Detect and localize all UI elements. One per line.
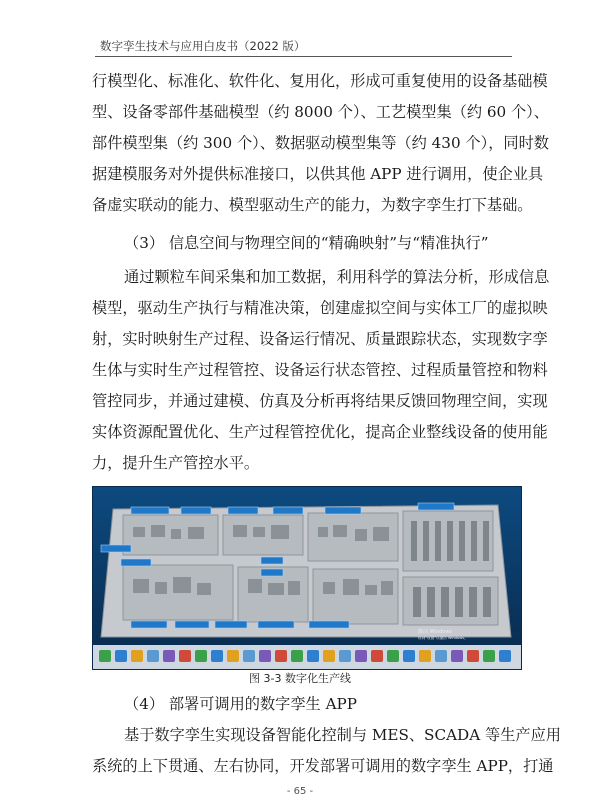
toolbar-icon: [243, 650, 255, 662]
toolbar-icon: [227, 650, 239, 662]
toolbar-icon: [163, 650, 175, 662]
paragraph-line: 实体资源配置优化、生产过程管控优化，提高企业整线设备的使用能: [92, 423, 548, 441]
digital-production-line-figure: [92, 486, 522, 670]
watermark-text-1: 激活 Windows: [418, 629, 452, 635]
toolbar-icon: [355, 650, 367, 662]
watermark-text-2: 转到“设置”以激活 Windows。: [418, 636, 468, 640]
paragraph-line: 型、设备零部件基础模型（约 8000 个）、工艺模型集（约 60 个）、: [92, 103, 549, 121]
paragraph-line: 备虚实联动的能力、模型驱动生产的能力，为数字孪生打下基础。: [92, 196, 533, 214]
toolbar-icon: [131, 650, 143, 662]
toolbar-icon: [467, 650, 479, 662]
paragraph-line: 系统的上下贯通、左右协同，开发部署可调用的数字孪生 APP，打通: [92, 757, 554, 775]
toolbar-icon: [499, 650, 511, 662]
paragraph-line: 管控同步，并通过建模、仿真及分析再将结果反馈回物理空间，实现: [92, 392, 548, 410]
paragraph-1: [92, 66, 549, 221]
paragraph-line: 生体与实时生产过程管控、设备运行状态管控、过程质量管控和物料: [92, 361, 548, 379]
toolbar-icon: [371, 650, 383, 662]
paragraph-line: 行模型化、标准化、软件化、复用化，形成可重复使用的设备基础模: [92, 72, 548, 90]
toolbar-icon: [291, 650, 303, 662]
running-header: 数字孪生技术与应用白皮书（2022 版）: [100, 39, 306, 53]
paragraph-line: 据建模服务对外提供标准接口，以供其他 APP 进行调用，使企业具: [92, 165, 544, 183]
paragraph-2: [92, 262, 550, 479]
toolbar-icon: [483, 650, 495, 662]
factory-scene: [93, 487, 521, 669]
paragraph-3: [92, 720, 561, 782]
toolbar-icon: [147, 650, 159, 662]
page-number: - 65 -: [286, 786, 314, 797]
toolbar-icon: [99, 650, 111, 662]
paragraph-line: 通过颗粒车间采集和加工数据，利用科学的算法分析，形成信息: [124, 268, 550, 286]
paragraph-line: 部件模型集（约 300 个）、数据驱动模型集等（约 430 个），同时数: [92, 134, 549, 152]
toolbar-icon: [339, 650, 351, 662]
paragraph-line: 力，提升生产管控水平。: [92, 454, 260, 472]
toolbar-icon: [419, 650, 431, 662]
paragraph-line: 射，实时映射生产过程、设备运行情况、质量跟踪状态，实现数字孪: [92, 330, 548, 348]
paragraph-line: 模型，驱动生产执行与精准决策，创建虚拟空间与实体工厂的虚拟映: [92, 299, 548, 317]
toolbar-icon: [179, 650, 191, 662]
toolbar-icon: [403, 650, 415, 662]
toolbar-icon: [435, 650, 447, 662]
header-divider: [95, 56, 512, 57]
toolbar-icon: [387, 650, 399, 662]
toolbar-icon: [451, 650, 463, 662]
toolbar-icon: [115, 650, 127, 662]
figure-caption: 图 3-3 数字化生产线: [249, 672, 351, 685]
paragraph-line: 基于数字孪生实现设备智能化控制与 MES、SCADA 等生产应用: [124, 726, 561, 744]
section-4-heading: （4） 部署可调用的数字孪生 APP: [124, 695, 357, 713]
toolbar-icon: [259, 650, 271, 662]
toolbar-icon: [307, 650, 319, 662]
toolbar-icon: [211, 650, 223, 662]
toolbar-icon: [323, 650, 335, 662]
toolbar-icon: [275, 650, 287, 662]
section-3-heading: （3） 信息空间与物理空间的“精确映射”与“精准执行”: [124, 234, 489, 252]
toolbar-icon: [195, 650, 207, 662]
